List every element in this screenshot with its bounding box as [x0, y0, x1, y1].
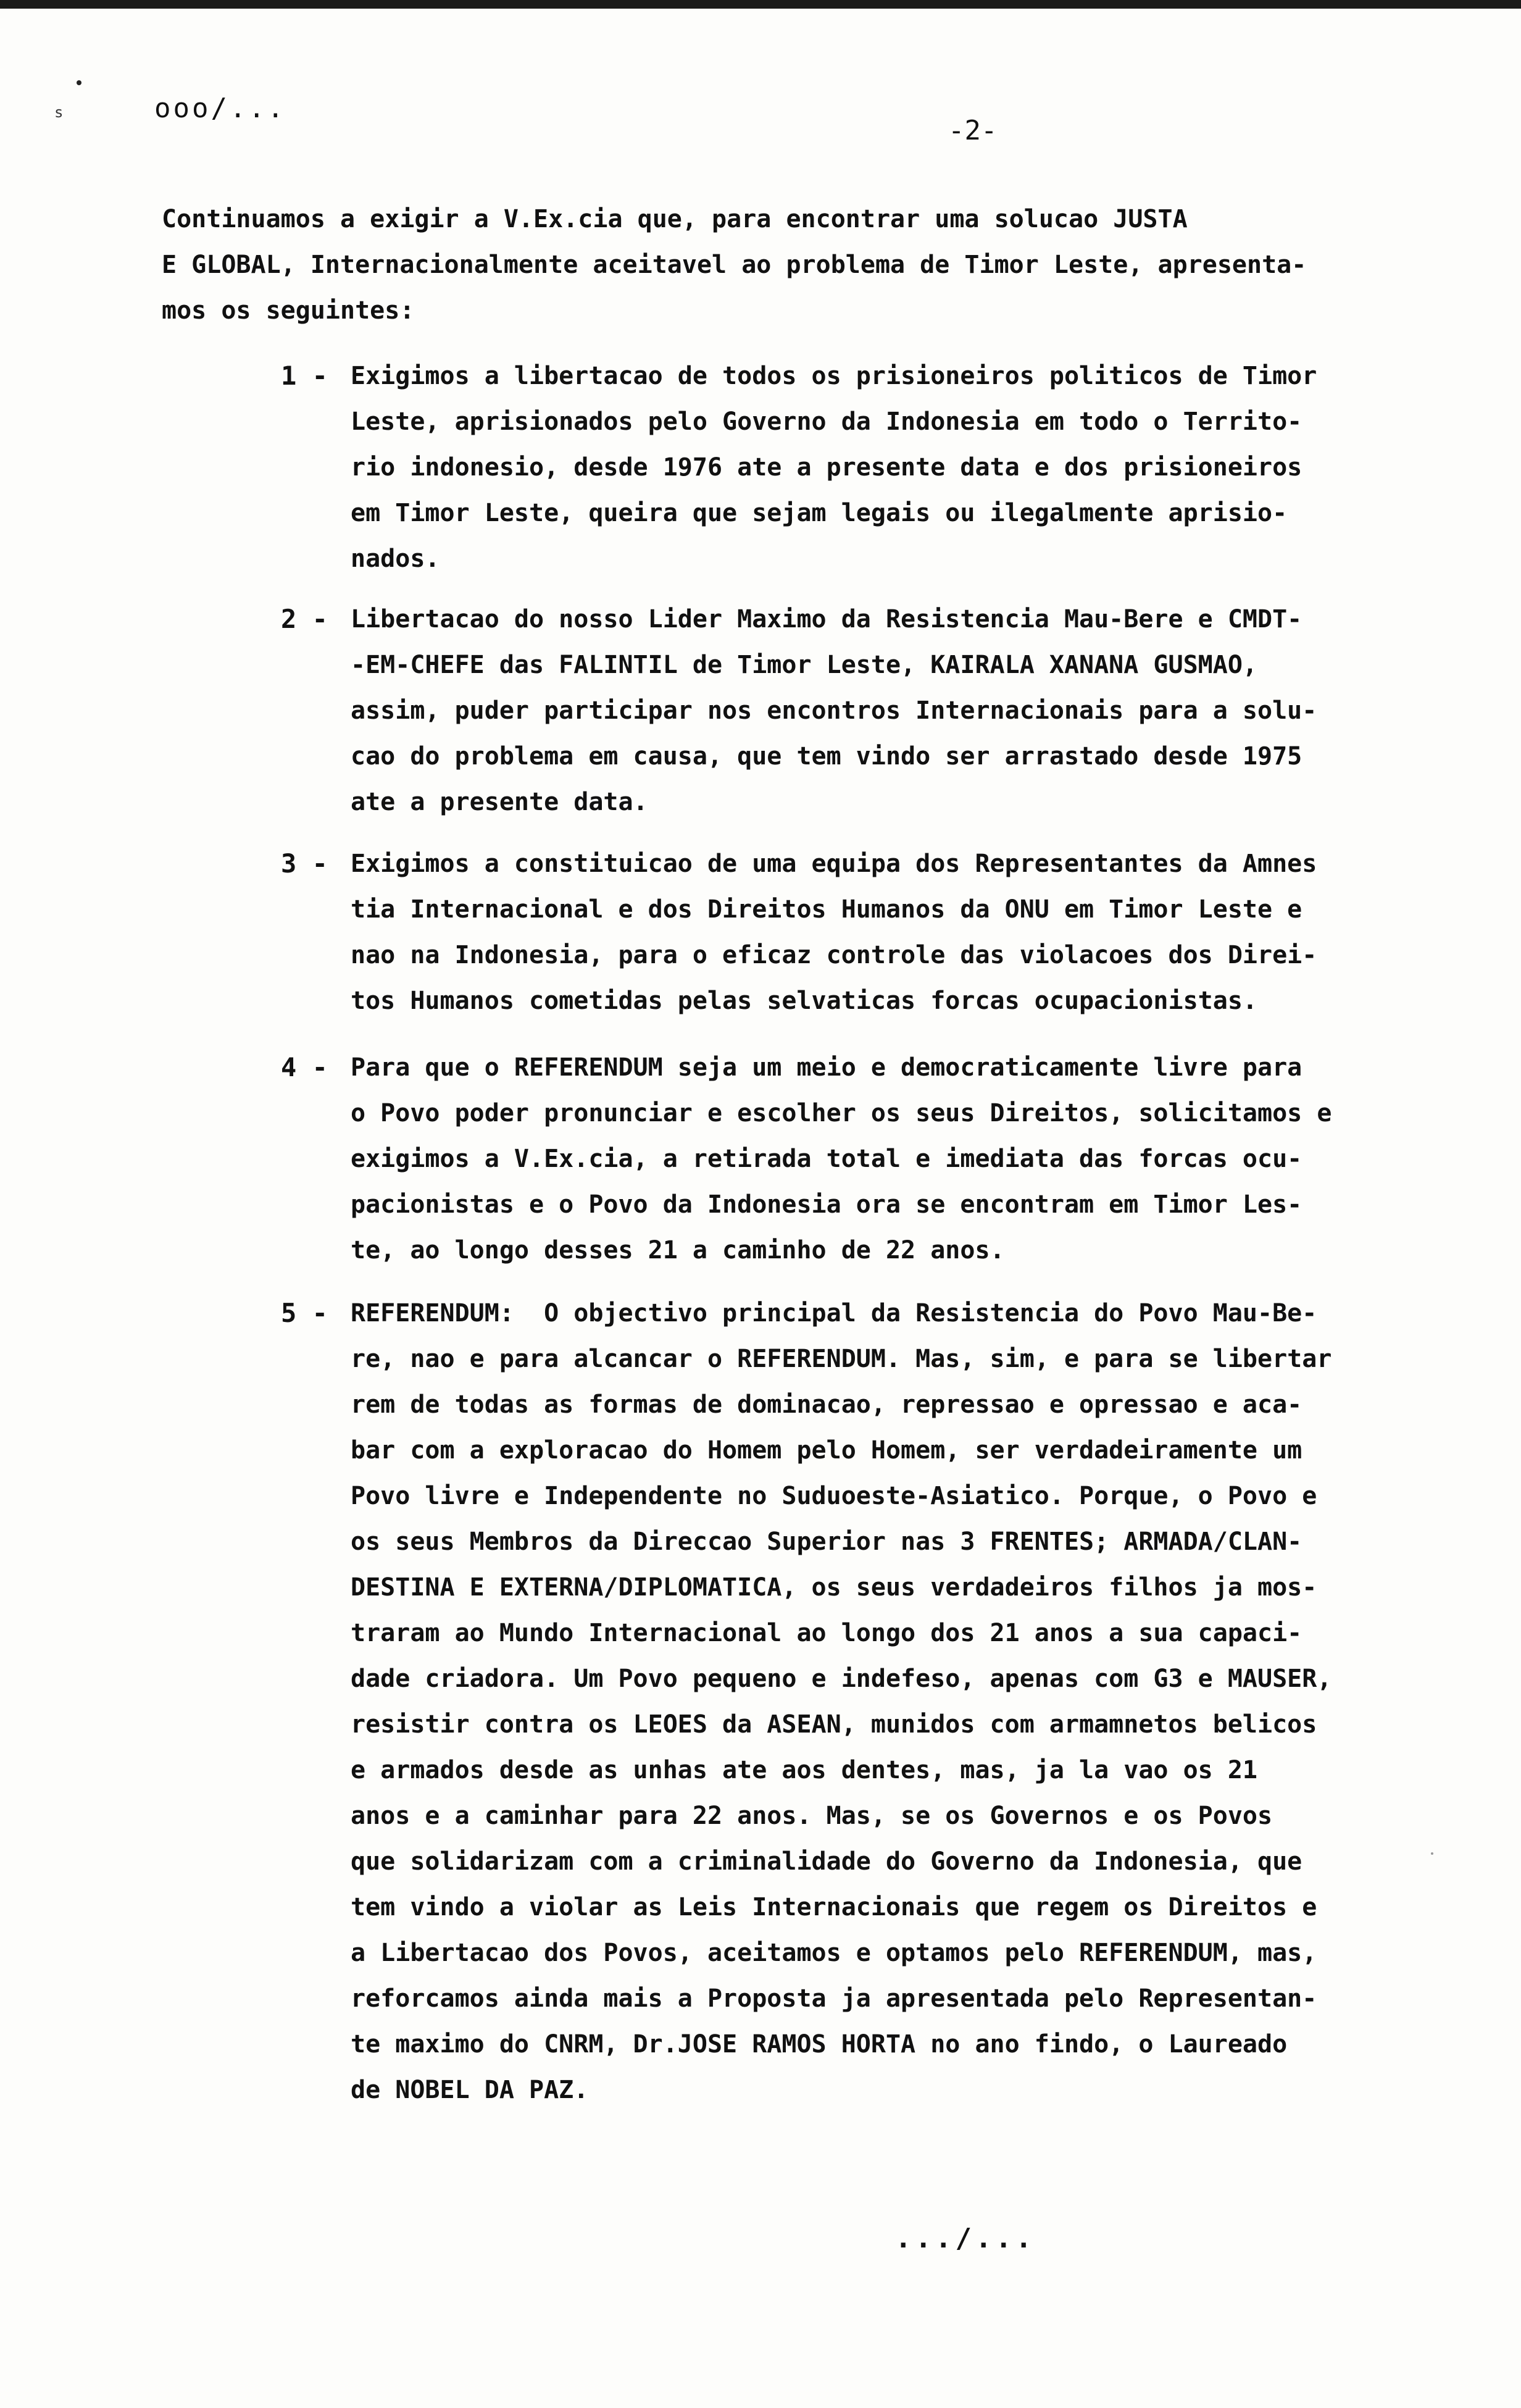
list-item-text: Libertacao do nosso Lider Maximo da Resistencia Mau-Bere e CMDT- -EM-CHEFE das FALINTIL de Timor Leste, KAIRALA XANANA GUSMAO, assim, puder participar nos encontros Internacionais para a solu- cao do problema em causa, que tem vindo ser arrastado desde 1975 ate a presente data. — [351, 605, 1317, 816]
header-reference: ooo/... — [154, 93, 286, 124]
scan-speck — [1431, 1852, 1433, 1855]
page-number: -2- — [948, 115, 998, 146]
continuation-mark: .../... — [895, 2223, 1036, 2254]
scan-speck — [77, 80, 81, 85]
list-item-number: 3 - — [281, 848, 328, 879]
scan-top-edge — [0, 0, 1521, 9]
list-item-text: REFERENDUM: O objectivo principal da Resistencia do Povo Mau-Be- re, nao e para alcancar o REFERENDUM. Mas, sim, e para se libertar rem de todas as formas de dominacao, repressao e opressao e aca- bar com a exploracao do Homem pelo Homem, ser verdadeiramente um Povo livre e Independente no Suduoeste-Asiatico. Porque, o Povo e os seus Membros da Direccao Superior nas 3 FRENTES; ARMADA/CLAN- DESTINA E EXTERNA/DIPLOMATICA, os seus verdadeiros filhos ja mos- traram ao Mundo Internacional ao longo dos 21 anos a sua capaci- dade criadora. Um Povo pequeno e indefeso, apenas com G3 e MAUSER, resistir contra os LEOES da ASEAN, munidos com armamnetos belicos e armados desde as unhas ate aos dentes, mas, ja la vao os 21 anos e a caminhar para 22 anos. Mas, se os Governos e os Povos que solidarizam com a criminalidade do Governo da Indonesia, que tem vindo a violar as Leis Internacionais que regem os Direitos e a Libertacao dos Povos, aceitamos e optamos pelo REFERENDUM, mas, reforcamos ainda mais a Proposta ja apresentada pelo Representan- te maximo do CNRM, Dr.JOSE RAMOS HORTA no ano findo, o Laureado de NOBEL DA PAZ. — [351, 1299, 1332, 2104]
margin-mark: s — [54, 104, 64, 121]
list-item-number: 2 - — [281, 604, 328, 634]
list-item-number: 1 - — [281, 361, 328, 391]
intro-paragraph: Continuamos a exigir a V.Ex.cia que, para encontrar uma solucao JUSTA E GLOBAL, Internacionalmente aceitavel ao problema de Timor Leste, apresenta- mos os seguintes: — [162, 205, 1307, 325]
list-item-number: 4 - — [281, 1052, 328, 1082]
list-item-text: Exigimos a libertacao de todos os prisioneiros politicos de Timor Leste, aprisionados pelo Governo da Indonesia em todo o Territo- rio indonesio, desde 1976 ate a presente data e dos prisioneiros em Timor Leste, queira que sejam legais ou ilegalmente aprisio- nados. — [351, 362, 1317, 573]
list-item-text: Exigimos a constituicao de uma equipa dos Representantes da Amnes tia Internacional e dos Direitos Humanos da ONU em Timor Leste e nao na Indonesia, para o eficaz controle das violacoes dos Direi- tos Humanos cometidas pelas selvaticas forcas ocupacionistas. — [351, 850, 1317, 1015]
list-item-number: 5 - — [281, 1298, 328, 1328]
list-item-text: Para que o REFERENDUM seja um meio e democraticamente livre para o Povo poder pronunciar e escolher os seus Direitos, solicitamos e exigimos a V.Ex.cia, a retirada total e imediata das forcas ocu- pacionistas e o Povo da Indonesia ora se encontram em Timor Les- te, ao longo desses 21 a caminho de 22 anos. — [351, 1053, 1332, 1265]
